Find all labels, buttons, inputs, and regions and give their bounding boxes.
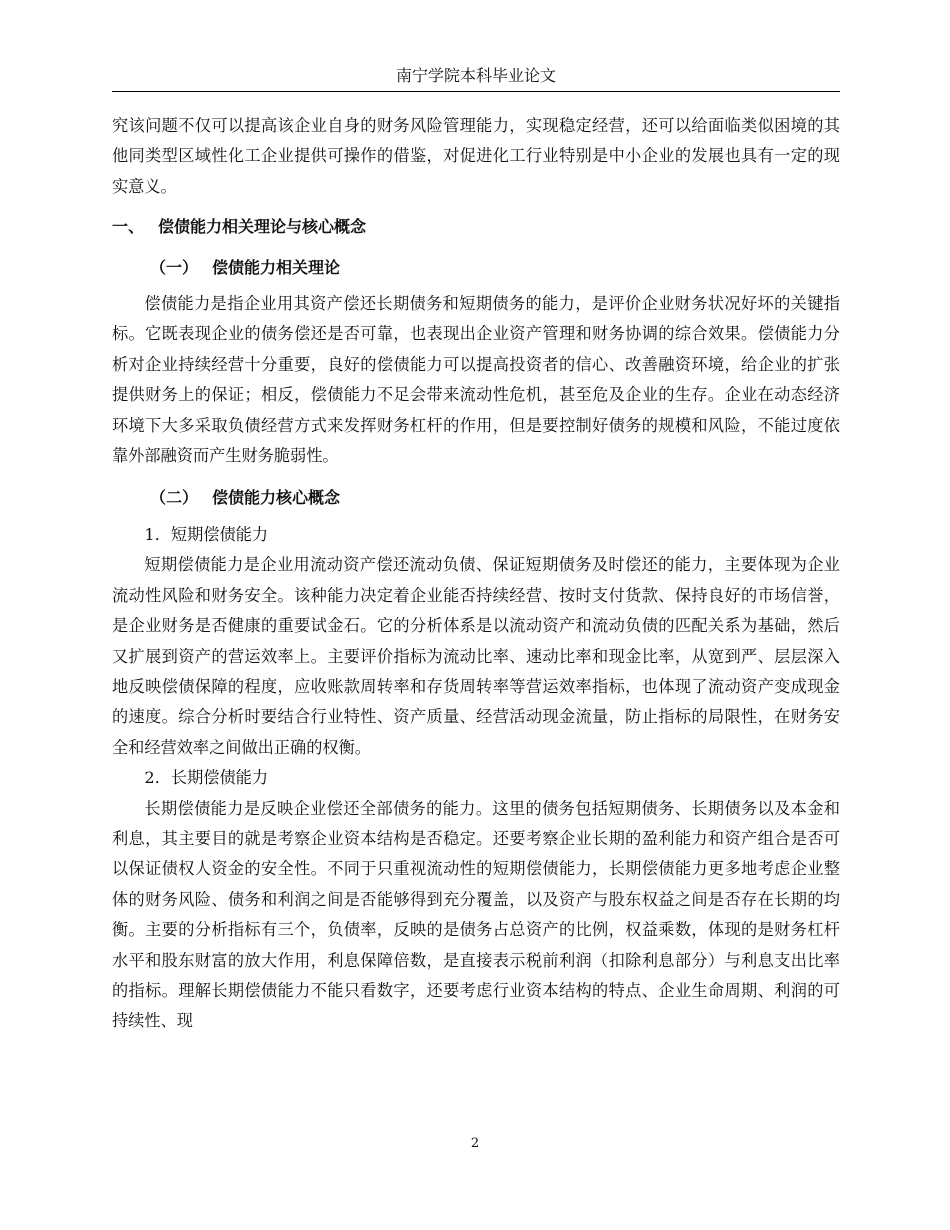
paragraph-theory: 偿债能力是指企业用其资产偿还长期债务和短期债务的能力，是评价企业财务状况好坏的关键指标。它既表现企业的债务偿还是否可靠，也表现出企业资产管理和财务协调的综合效果。偿债能力分析对企业持续经营十分重要，良好的偿债能力可以提高投资者的信心、改善融资环境，给企业的扩张提供财务上的保证；相反，偿债能力不足会带来流动性危机，甚至危及企业的生存。企业在动态经济环境下大多采取负债经营方式来发挥财务杠杆的作用，但是要控制好债务的规模和风险，不能过度依靠外部融资而产生财务脆弱性。 (112, 294, 840, 466)
paragraph-continuation: 究该问题不仅可以提高该企业自身的财务风险管理能力，实现稳定经营，还可以给面临类似困境的其他同类型区域性化工企业提供可操作的借鉴，对促进化工行业特别是中小企业的发展也具有一定的现实意义。 (112, 116, 840, 196)
page-body (112, 111, 840, 1037)
subsection-heading-2 (150, 483, 840, 513)
subsection-heading-number: （二） (150, 488, 199, 508)
section-heading-text: 偿债能力相关理论与核心概念 (158, 217, 367, 237)
section-heading-number: 一、 (112, 217, 145, 237)
subsection-heading-1 (150, 253, 840, 283)
item-heading-long-term: 2．长期偿债能力 (144, 768, 269, 788)
running-header: 南宁学院本科毕业论文 (395, 66, 556, 85)
subsection-heading-number: （一） (150, 257, 199, 277)
paragraph-long-term: 长期偿债能力是反映企业偿还全部债务的能力。这里的债务包括短期债务、长期债务以及本金和利息，其主要目的就是考察企业资本结构是否稳定。还要考察企业长期的盈利能力和资产组合是否可以保证债权人资金的安全性。不同于只重视流动性的短期偿债能力，长期偿债能力更多地考虑企业整体的财务风险、债务和利润之间是否能够得到充分覆盖，以及资产与股东权益之间是否存在长期的均衡。主要的分析指标有三个，负债率，反映的是债务占总资产的比例，权益乘数，体现的是财务杠杆水平和股东财富的放大作用，利息保障倍数，是直接表示税前利润（扣除利息部分）与利息支出比率的指标。理解长期偿债能力不能只看数字，还要考虑行业资本结构的特点、企业生命周期、利润的可持续性、现 (112, 798, 840, 1031)
page-number: 2 (470, 1136, 480, 1151)
paragraph-short-term: 短期偿债能力是企业用流动资产偿还流动负债、保证短期债务及时偿还的能力，主要体现为企业流动性风险和财务安全。该种能力决定着企业能否持续经营、按时支付货款、保持良好的市场信誉，是企业财务是否健康的重要试金石。它的分析体系是以流动资产和流动负债的匹配关系为基础，然后又扩展到资产的营运效率上。主要评价指标为流动比率、速动比率和现金比率，从宽到严、层层深入地反映偿债保障的程度，应收账款周转率和存货周转率等营运效率指标，也体现了流动资产变成现金的速度。综合分析时要结合行业特性、资产质量、经营活动现金流量，防止指标的局限性，在财务安全和经营效率之间做出正确的权衡。 (112, 555, 840, 757)
section-heading-1 (112, 212, 840, 242)
subsection-heading-text: 偿债能力核心概念 (212, 488, 341, 508)
header-rule (112, 91, 840, 92)
item-heading-short-term: 1．短期偿债能力 (144, 524, 269, 544)
subsection-heading-text: 偿债能力相关理论 (212, 257, 341, 277)
